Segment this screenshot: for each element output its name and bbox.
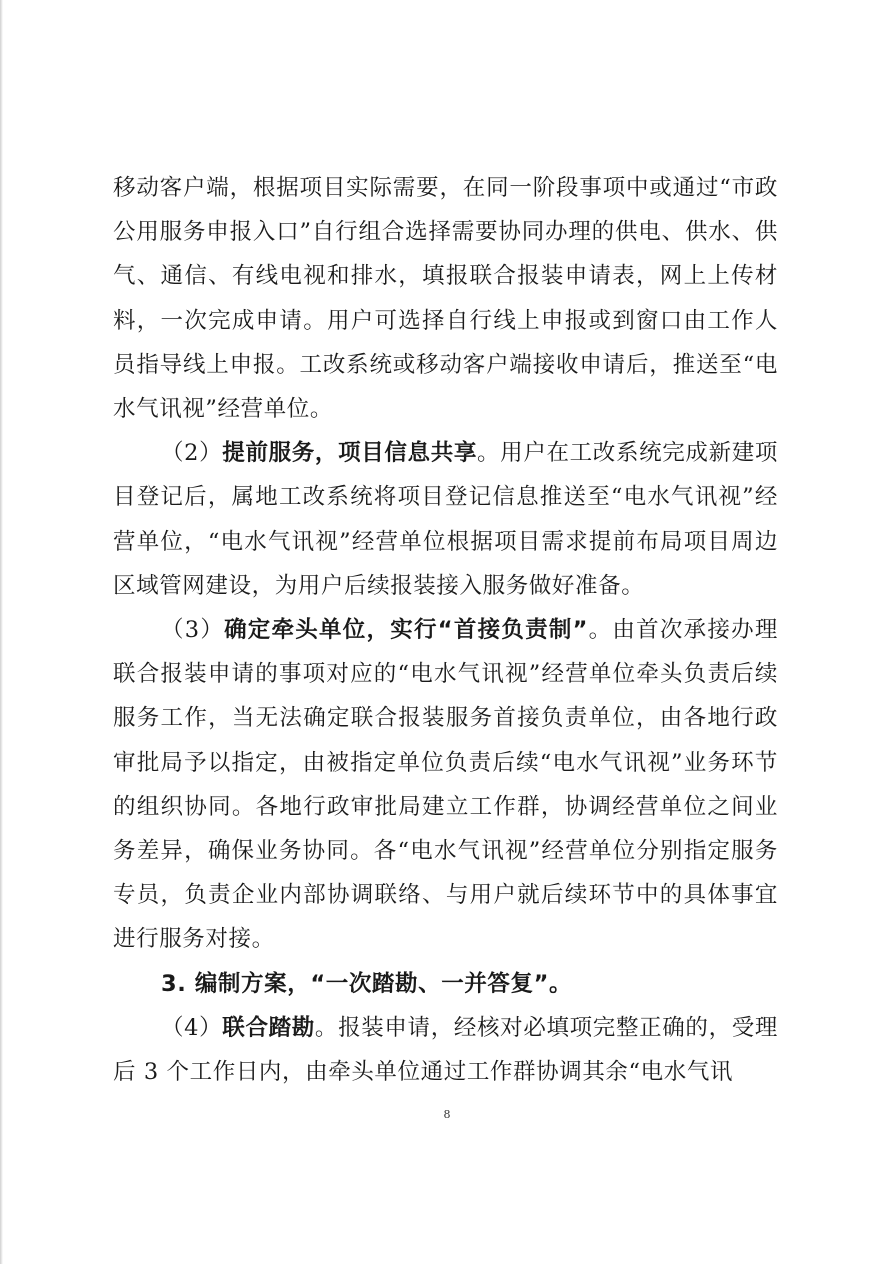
scan-edge-shadow <box>0 0 3 1264</box>
paragraph-3-title: 确定牵头单位，实行“首接负责制” <box>224 617 588 644</box>
paragraph-4-title: 联合踏勘 <box>222 1014 315 1041</box>
document-body <box>113 166 778 1094</box>
paragraph-2 <box>113 431 778 608</box>
section-heading-3: 3. 编制方案，“一次踏勘、一并答复”。 <box>161 970 573 997</box>
paragraph-3-label: （3） <box>161 617 225 644</box>
paragraph-2-body: 。用户在工改系统完成新建项目登记后，属地工改系统将项目登记信息推送至“电水气讯视”经营单位，“电水气讯视”经营单位根据项目需求提前布局项目周边区域管网建设，为用户后续报装接入服务做好准备。 <box>113 440 778 599</box>
paragraph-3 <box>113 608 778 962</box>
paragraph-4 <box>113 1006 778 1094</box>
paragraph-2-label: （2） <box>161 440 223 467</box>
paragraph-4-label: （4） <box>161 1014 223 1041</box>
page-number: 8 <box>443 1108 451 1121</box>
paragraph-2-title: 提前服务，项目信息共享 <box>222 440 478 467</box>
paragraph-3-body: 。由首次承接办理联合报装申请的事项对应的“电水气讯视”经营单位牵头负责后续服务工作，当无法确定联合报装服务首接负责单位，由各地行政审批局予以指定，由被指定单位负责后续“电水气讯视”业务环节的组织协同。各地行政审批局建立工作群，协调经营单位之间业务差异，确保业务协同。各“电水气讯视”经营单位分别指定服务专员，负责企业内部协调联络、与用户就后续环节中的具体事宜进行服务对接。 <box>113 617 778 953</box>
paragraph-4-body: 。报装申请，经核对必填项完整正确的，受理后 3 个工作日内，由牵头单位通过工作群协调其余“电水气讯 <box>113 1014 778 1086</box>
paragraph-1: 移动客户端，根据项目实际需要，在同一阶段事项中或通过“市政公用服务申报入口”自行组合选择需要协同办理的供电、供水、供气、通信、有线电视和排水，填报联合报装申请表，网上上传材料，一次完成申请。用户可选择自行线上申报或到窗口由工作人员指导线上申报。工改系统或移动客户端接收申请后，推送至“电水气讯视”经营单位。 <box>113 175 778 423</box>
